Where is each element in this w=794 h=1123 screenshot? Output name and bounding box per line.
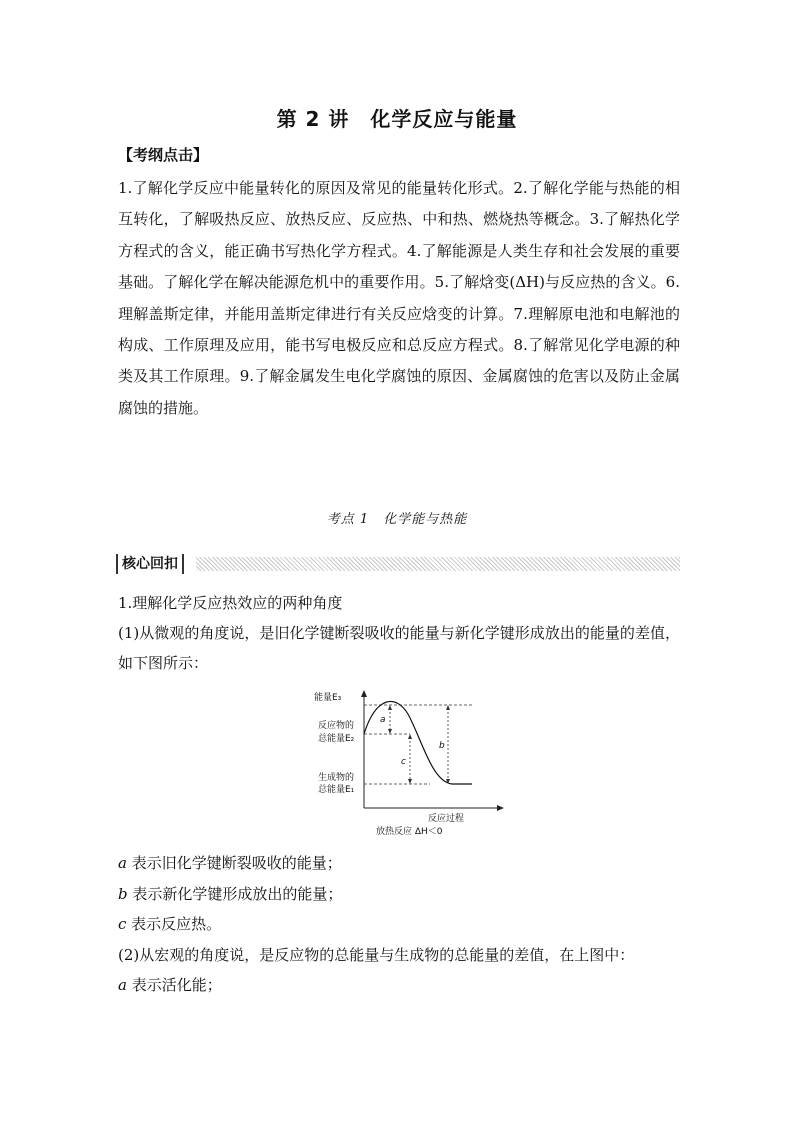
- arrow-c-head-bottom: [408, 779, 412, 784]
- hatch-pattern: [196, 557, 680, 571]
- arrow-c-head-top: [408, 734, 412, 739]
- core-review-bar: [116, 553, 680, 575]
- explanation-block: [118, 848, 680, 1001]
- line-c: [118, 909, 680, 940]
- var-c: c: [118, 915, 127, 933]
- arrow-a-head-bottom: [388, 729, 392, 734]
- page-title: 第 2 讲 化学反应与能量: [276, 107, 518, 131]
- label-a: a: [380, 715, 386, 725]
- arrow-b-head-top: [446, 705, 450, 710]
- energy-diagram: [300, 688, 505, 836]
- figure-caption: 放热反应 ΔH＜0: [376, 827, 443, 836]
- topic-heading: 考点 1 化学能与热能: [326, 512, 468, 527]
- item1-title: 1.理解化学反应热效应的两种角度: [118, 594, 343, 612]
- reactant-label-1: 反应物的: [318, 721, 355, 731]
- e3-label: 能量E₃: [314, 693, 342, 703]
- var-a2: a: [118, 976, 127, 994]
- x-axis-label: 反应过程: [428, 814, 465, 824]
- reactant-label-2: 总能量E₂: [318, 734, 355, 744]
- product-label-2: 总能量E₁: [318, 785, 355, 795]
- line-a: [118, 848, 680, 879]
- x-axis-arrow: [497, 805, 504, 811]
- label-c: c: [401, 757, 406, 767]
- label-b: b: [439, 741, 445, 751]
- var-b: b: [118, 884, 128, 903]
- energy-diagram-svg: [300, 688, 505, 836]
- product-label-1: 生成物的: [318, 773, 355, 783]
- var-a: a: [118, 854, 127, 872]
- line-b: [118, 879, 680, 910]
- line-a-text: 表示旧化学键断裂吸收的能量；: [126, 854, 342, 872]
- line-a2: [118, 970, 680, 1001]
- section-header: 【考纲点击】: [118, 146, 209, 164]
- outline-paragraph: 1.了解化学反应中能量转化的原因及常见的能量转化形式。2.了解化学能与热能的相互转化，了解吸热反应、放热反应、反应热、中和热、燃烧热等概念。3.了解热化学方程式的含义，能正确书写热化学方程式。4.了解能源是人类生存和社会发展的重要基础。了解化学在解决能源危机中的重要作用。5.了解焓变(ΔH)与反应热的含义。6.理解盖斯定律，并能用盖斯定律进行有关反应焓变的计算。7.理解原电池和电解池的构成、工作原理及应用，能书写电极反应和总反应方程式。8.了解常见化学电源的种类及其工作原理。9.了解金属发生电化学腐蚀的原因、金属腐蚀的危害以及防止金属腐蚀的措施。: [118, 179, 680, 417]
- reaction-curve: [364, 701, 472, 784]
- line-a2-text: 表示活化能；: [126, 976, 222, 994]
- y-axis-arrow: [361, 690, 367, 697]
- line-c-text: 表示反应热。: [126, 915, 222, 933]
- line-b-text: 表示新化学键形成放出的能量；: [127, 884, 343, 903]
- paragraph-2: (2)从宏观的角度说，是反应物的总能量与生成物的总能量的差值，在上图中：: [118, 945, 635, 964]
- item1-paragraph: (1)从微观的角度说，是旧化学键断裂吸收的能量与新化学键形成放出的能量的差值，如下图所示：: [118, 624, 680, 672]
- core-review-label: 核心回扣: [116, 554, 184, 574]
- arrow-a-head-top: [388, 705, 392, 710]
